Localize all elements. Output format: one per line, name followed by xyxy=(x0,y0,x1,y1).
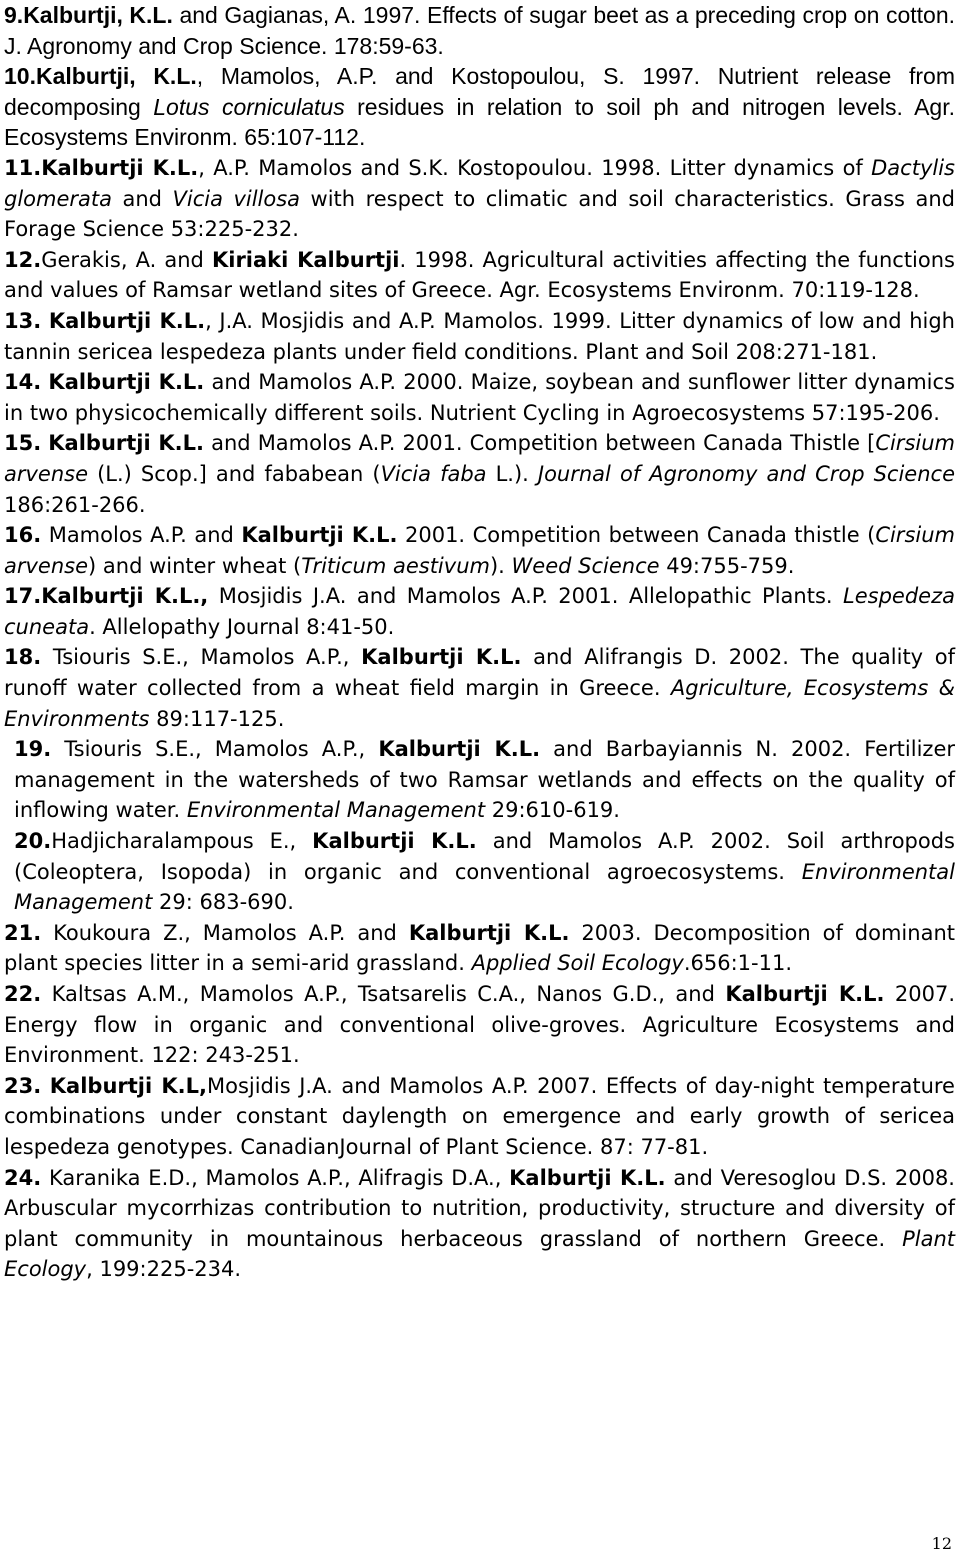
reference-text: Tsiouris S.E., Mamolos A.P., xyxy=(51,737,379,762)
reference-text: Koukoura Z., Mamolos A.P. and xyxy=(41,920,409,945)
reference-number: 11. xyxy=(4,155,42,180)
italic-text: Weed Science xyxy=(511,553,660,578)
reference-number: 19. xyxy=(14,737,52,762)
reference-text xyxy=(41,1074,50,1098)
reference-entry xyxy=(4,0,955,61)
reference-text: 89:117-125. xyxy=(149,706,285,731)
italic-text: Cirsium arvense xyxy=(4,523,955,578)
reference-text: Gerakis, A. and xyxy=(41,247,212,272)
reference-entry xyxy=(4,245,955,306)
reference-number: 23. xyxy=(4,1073,42,1098)
reference-number: 24. xyxy=(4,1165,42,1190)
reference-entry xyxy=(4,642,955,734)
reference-text: L.). xyxy=(486,461,538,486)
reference-text: residues in relation to soil ph and nitrogen levels. Agr. Ecosystems Environm. 65:107-112. xyxy=(4,93,956,151)
reference-text: Mamolos A.P. and xyxy=(41,523,242,548)
author-name-bold: Kalburtji K.L. xyxy=(408,920,570,945)
reference-text: and Gagianas, A. 1997. Effects of sugar beet as a preceding crop on cotton. J. Agronomy and Crop Science. 178:59-63. xyxy=(4,2,955,59)
reference-text: , 199:225-234. xyxy=(86,1257,242,1282)
reference-number: 16. xyxy=(4,523,42,548)
reference-text: Kaltsas A.M., Mamolos A.P., Tsatsarelis C.A., Nanos G.D., and xyxy=(41,982,726,1006)
reference-number: 10. xyxy=(4,63,36,90)
reference-text: Mosjidis J.A. and Mamolos A.P. 2001. Allelopathic Plants. xyxy=(208,584,844,609)
reference-text: .656:1-11. xyxy=(683,951,792,976)
reference-text: 2007. Energy flow in organic and conventional olive-groves. Agriculture Ecosystems and Environment. 122: 243-251. xyxy=(4,982,956,1068)
author-name-bold: Kalburtji K.L. xyxy=(378,737,541,762)
author-name-bold: Kalburtji K.L. xyxy=(48,431,205,456)
reference-text: and Barbayiannis N. 2002. Fertilizer management in the watersheds of two Ramsar wetlands and effects on the quality of inflowing water. xyxy=(14,737,956,823)
italic-text: Cirsium arvense xyxy=(4,431,955,486)
reference-text: Mosjidis J.A. and Mamolos A.P. 2007. Effects of day-night temperature combinations under constant daylength on emergence and early growth of sericea lespedeza genotypes. CanadianJournal of Plant Science. 87: 77-81. xyxy=(4,1073,955,1159)
author-name-bold: Kalburtji K.L. xyxy=(48,308,206,333)
reference-text: 29: 683-690. xyxy=(152,890,294,915)
reference-entry xyxy=(4,1071,955,1163)
reference-text: , J.A. Mosjidis and A.P. Mamolos. 1999. Litter dynamics of low and high tannin sericea lespedeza plants under field conditions. Plant and Soil 208:271-181. xyxy=(4,308,955,364)
author-name-bold: Kalburtji K.L. xyxy=(48,370,205,395)
author-name-bold: Kalburtji K.L. xyxy=(361,645,522,670)
reference-number: 22. xyxy=(4,982,42,1006)
reference-number: 9. xyxy=(4,2,24,28)
reference-text: 186:261-266. xyxy=(4,492,146,517)
author-name-bold: Kalburtji K.L, xyxy=(49,1073,207,1098)
reference-number: 21. xyxy=(4,920,42,945)
author-name-bold: Kalburtji K.L. xyxy=(312,829,477,854)
author-name-bold: Kalburtji, K.L. xyxy=(35,63,197,90)
italic-text: Vicia villosa xyxy=(172,186,301,211)
reference-entry xyxy=(4,581,955,642)
reference-number: 18. xyxy=(4,645,42,670)
reference-entry xyxy=(4,918,955,979)
reference-number: 12. xyxy=(4,247,42,272)
reference-text: with respect to climatic and soil characteristics. Grass and Forage Science 53:225-232. xyxy=(4,186,955,242)
italic-text: Vicia faba xyxy=(380,461,487,486)
reference-number: 14. xyxy=(4,370,42,395)
author-name-bold: Kalburtji K.L. xyxy=(241,523,398,548)
reference-text: . 1998. Agricultural activities affecting the functions and values of Ramsar wetland sites of Greece. Agr. Ecosystems Environm. 70:119-128. xyxy=(4,247,955,303)
reference-list xyxy=(4,0,955,1285)
reference-text: Hadjicharalampous E., xyxy=(51,829,313,854)
author-name-bold: Kalburtji, K.L. xyxy=(23,2,173,28)
reference-entry xyxy=(4,979,955,1071)
reference-entry xyxy=(4,1163,955,1285)
reference-text: 2003. Decomposition of dominant plant species litter in a semi-arid grassland. xyxy=(4,920,955,976)
italic-text: Lespedeza cuneata xyxy=(4,584,955,639)
reference-text: 49:755-759. xyxy=(659,553,795,578)
reference-text: and Veresoglou D.S. 2008. Arbuscular mycorrhizas contribution to nutrition, productivity, structure and diversity of plant community in mountainous herbaceous grassland of northern Greece. xyxy=(4,1165,955,1251)
reference-text: ). xyxy=(489,553,512,578)
reference-number: 13. xyxy=(4,308,42,333)
reference-text: and Alifrangis D. 2002. The quality of runoff water collected from a wheat field margin in Greece. xyxy=(4,645,956,701)
author-name-bold: Kalburtji K.L. xyxy=(41,155,199,180)
author-name-bold: Kalburtji K.L. xyxy=(725,982,885,1006)
reference-entry xyxy=(4,826,955,918)
italic-text: Agriculture, Ecosystems & Environments xyxy=(4,676,955,731)
italic-text: Environmental Management xyxy=(14,859,955,915)
italic-text: Applied Soil Ecology xyxy=(471,951,684,976)
italic-text: Lotus corniculatus xyxy=(153,93,345,120)
reference-entry xyxy=(4,61,955,153)
reference-entry xyxy=(4,734,955,826)
author-name-bold: Kalburtji K.L., xyxy=(41,584,209,609)
italic-text: Environmental Management xyxy=(186,798,486,823)
reference-number: 15. xyxy=(4,431,42,456)
reference-text: and Mamolos A.P. 2001. Competition between Canada Thistle [ xyxy=(204,431,876,456)
reference-entry xyxy=(4,428,955,520)
italic-text: Triticum aestivum xyxy=(301,553,490,578)
reference-number: 20. xyxy=(14,829,52,854)
author-name-bold: Kiriaki Kalburtji xyxy=(211,247,400,272)
reference-entry xyxy=(4,153,955,245)
page-number: 12 xyxy=(931,1534,952,1553)
reference-text: . Allelopathy Journal 8:41-50. xyxy=(89,614,395,639)
reference-text: , A.P. Mamolos and S.K. Kostopoulou. 1998. Litter dynamics of xyxy=(198,155,872,180)
reference-text: Tsiouris S.E., Mamolos A.P., xyxy=(41,645,362,670)
reference-text: and xyxy=(112,186,173,211)
reference-entry xyxy=(4,520,955,581)
reference-entry xyxy=(4,367,955,428)
reference-number: 17. xyxy=(4,584,42,609)
italic-text: Dactylis glomerata xyxy=(4,155,955,211)
reference-text: 2001. Competition between Canada thistle ( xyxy=(397,523,876,548)
author-name-bold: Kalburtji K.L. xyxy=(509,1165,666,1190)
reference-text: Karanika E.D., Mamolos A.P., Alifragis D.A., xyxy=(41,1165,510,1190)
reference-text: and Mamolos A.P. 2000. Maize, soybean and sunflower litter dynamics in two physicochemically different soils. Nutrient Cycling in Agroecosystems 57:195-206. xyxy=(4,370,955,425)
reference-text: , Mamolos, A.P. and Kostopoulou, S. 1997. Nutrient release from decomposing xyxy=(4,63,955,120)
reference-entry xyxy=(4,306,955,367)
reference-text xyxy=(41,309,49,333)
italic-text: Plant Ecology xyxy=(4,1226,955,1282)
reference-text: (L.) Scop.] and fababean ( xyxy=(88,461,381,486)
reference-text: 29:610-619. xyxy=(485,798,620,823)
italic-text: Journal of Agronomy and Crop Science xyxy=(537,461,955,486)
reference-text: ) and winter wheat ( xyxy=(88,553,302,578)
reference-text: and Mamolos A.P. 2002. Soil arthropods (Coleoptera, Isopoda) in organic and conventional agroecosystems. xyxy=(14,829,955,884)
